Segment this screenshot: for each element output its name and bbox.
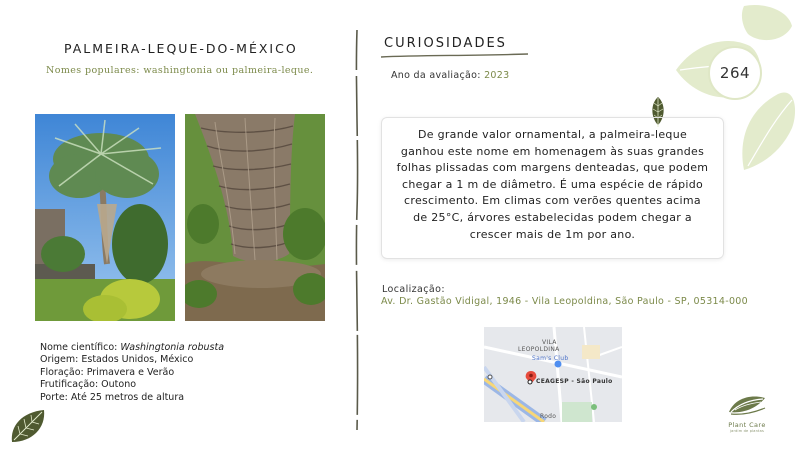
plant-specs: [40, 342, 224, 404]
year-value: 2023: [484, 70, 510, 81]
palm-tree-photo: [35, 114, 175, 321]
map-poi: Sam's Club: [532, 355, 569, 362]
vertical-divider: [352, 30, 362, 430]
map-district-line1: VILA: [542, 339, 557, 346]
location-map[interactable]: [484, 327, 622, 422]
map-road-label: Rodo: [540, 413, 557, 420]
description-card: [381, 117, 724, 259]
logo-tagline: jardim de plantas: [730, 429, 764, 433]
map-pin-label: CEAGESP - São Paulo: [536, 378, 613, 385]
flowering-row: Floração: Primavera e Verão: [40, 366, 175, 378]
description-text: De grande valor ornamental, a palmeira-leque ganhou este nome em homenagem às suas grandes folhas plissadas com margens denteadas, que podem chegar a 1 m de diâmetro. É uma espécie de rápido crescimento. Em climas com verões quentes acima de 25°C, árvores estabelecidas podem chegar a crescer mais de 1m por ano.: [396, 128, 709, 241]
location-label: Localização:: [382, 284, 445, 295]
logo-name: Plant Care: [728, 421, 766, 429]
plant-care-logo-icon: [727, 392, 767, 416]
scientific-name-label: Nome científico:: [40, 342, 121, 353]
scientific-name-value: Washingtonia robusta: [120, 342, 225, 353]
leaf-icon-bottom-left: [8, 406, 48, 446]
popular-names: Nomes populares: washingtonia ou palmeira-leque.: [46, 65, 314, 76]
plant-care-logo: [721, 392, 773, 433]
size-row: Porte: Até 25 metros de altura: [40, 391, 185, 403]
evaluation-year: [391, 70, 509, 81]
heading-underline: [380, 53, 530, 59]
fruiting-row: Frutificação: Outono: [40, 379, 137, 391]
origin-row: Origem: Estados Unidos, México: [40, 354, 194, 366]
scientific-name-row: [40, 342, 224, 354]
curiosities-heading: CURIOSIDADES: [384, 36, 507, 51]
location-address: Av. Dr. Gastão Vidigal, 1946 - Vila Leopoldina, São Paulo - SP, 05314-000: [381, 296, 748, 307]
plant-title: PALMEIRA-LEQUE-DO-MÉXICO: [64, 41, 298, 56]
map-district-line2: LEOPOLDINA: [518, 346, 560, 353]
palm-trunk-photo: [185, 114, 325, 321]
year-label: Ano da avaliação:: [391, 70, 485, 81]
evaluation-number-badge: 264: [708, 46, 762, 100]
